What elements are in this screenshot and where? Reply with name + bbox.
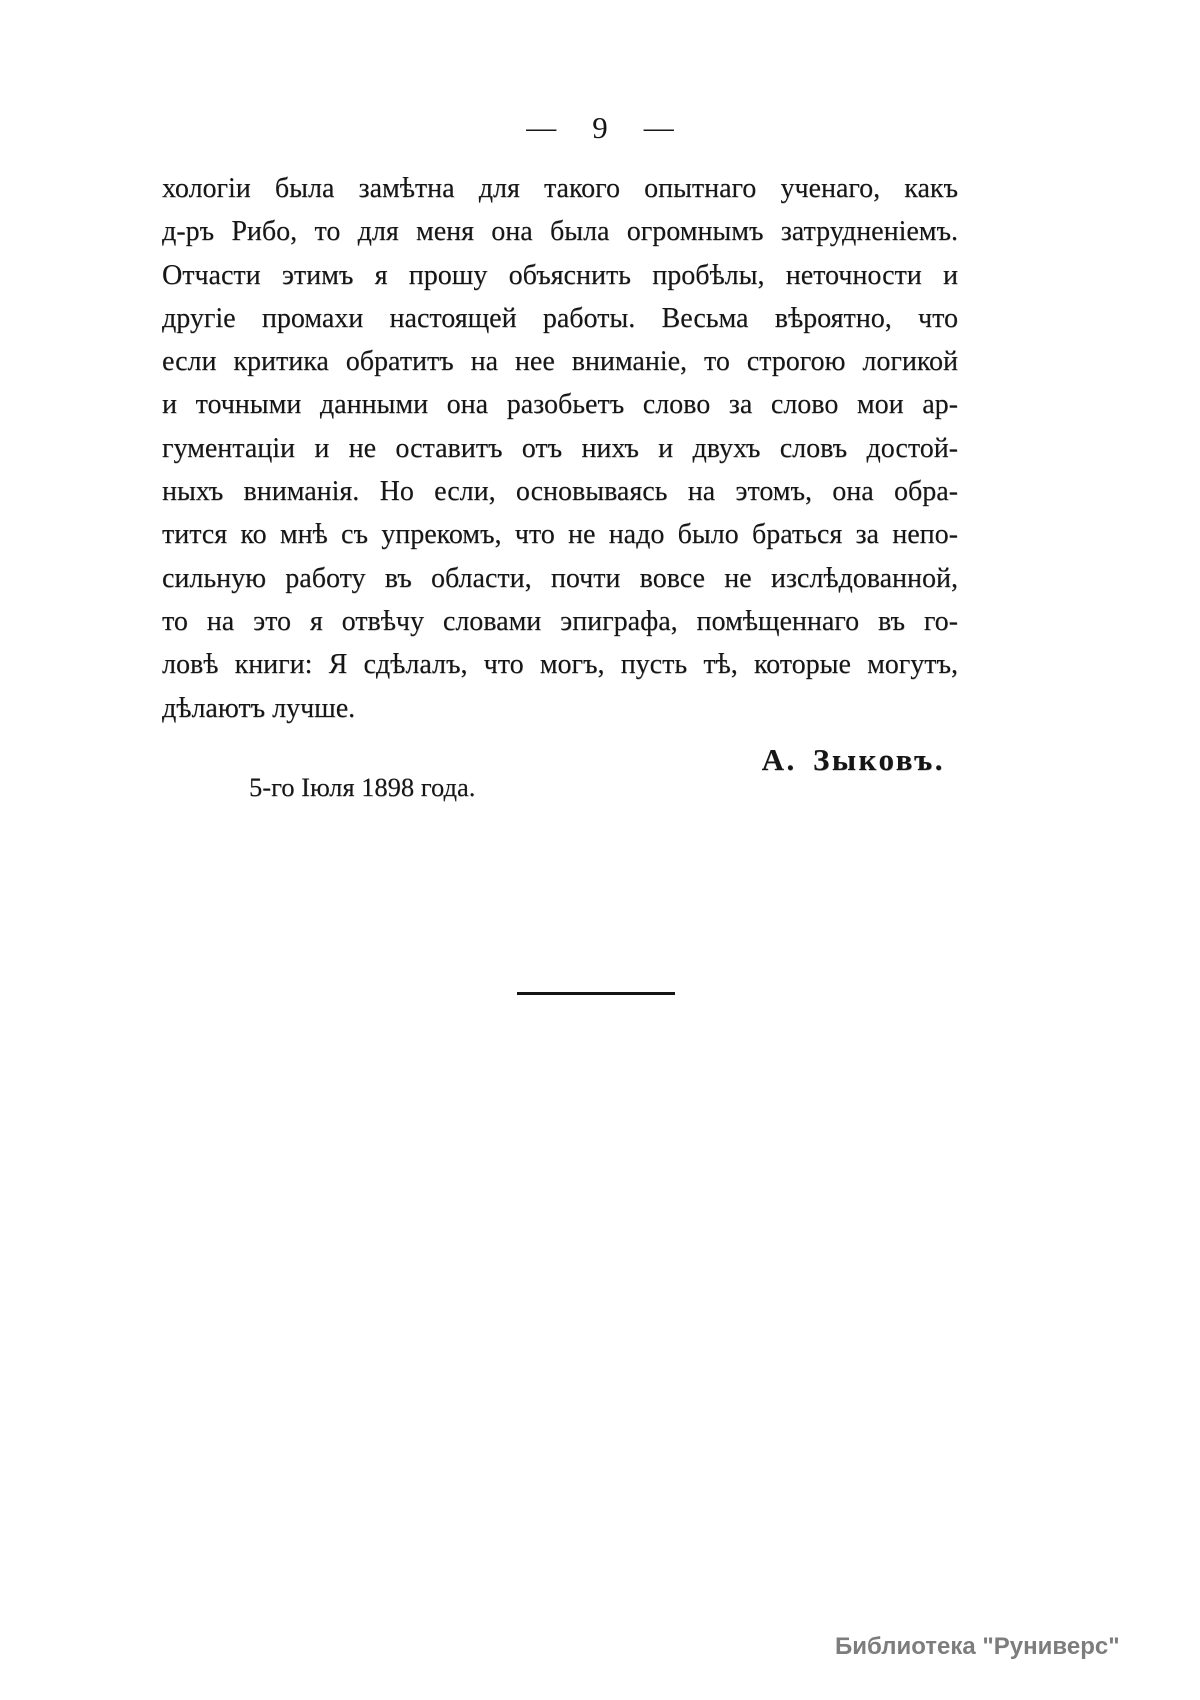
section-divider [517,992,675,995]
text-line: сильную работу въ области, почти вовсе не изслѣдованной, [162,562,958,594]
header-dash-left: — [526,111,557,144]
text-line: ныхъ вниманія. Но если, основываясь на этомъ, она обра- [162,476,958,508]
text-line: другіе промахи настоящей работы. Весьма вѣроятно, что [162,302,958,334]
text-line: хологіи была замѣтна для такого опытнаго ученаго, какъ [162,173,958,204]
text-line: д-ръ Рибо, то для меня она была огромнымъ затрудненіемъ. [162,216,958,248]
text-line: ловѣ книги: Я сдѣлалъ, что могъ, пусть тѣ, которые могутъ, [162,649,958,681]
text-line: если критика обратитъ на нее вниманіе, то строгою логикой [162,346,958,378]
text-line: тится ко мнѣ съ упрекомъ, что не надо было браться за непо- [162,519,958,551]
date-line: 5-го Іюля 1898 года. [249,772,476,802]
body-text [162,167,958,730]
text-line: и точными данными она разобьетъ слово за слово мои ар- [162,389,958,421]
text-line: Отчасти этимъ я прошу объяснить пробѣлы, неточности и [162,259,958,291]
author-signature: А. Зыковъ. [761,742,945,777]
text-line: то на это я отвѣчу словами эпиграфа, помѣщеннаго въ го- [162,605,958,637]
header-dash-right: — [643,111,674,144]
library-watermark: Библиотека "Руниверс" [835,1633,1120,1660]
page-number: 9 [592,110,608,145]
text-line: дѣлаютъ лучше. [162,692,356,724]
page-header [0,110,1200,146]
text-line: гументаціи и не оставитъ отъ нихъ и двухъ словъ достой- [162,432,958,464]
